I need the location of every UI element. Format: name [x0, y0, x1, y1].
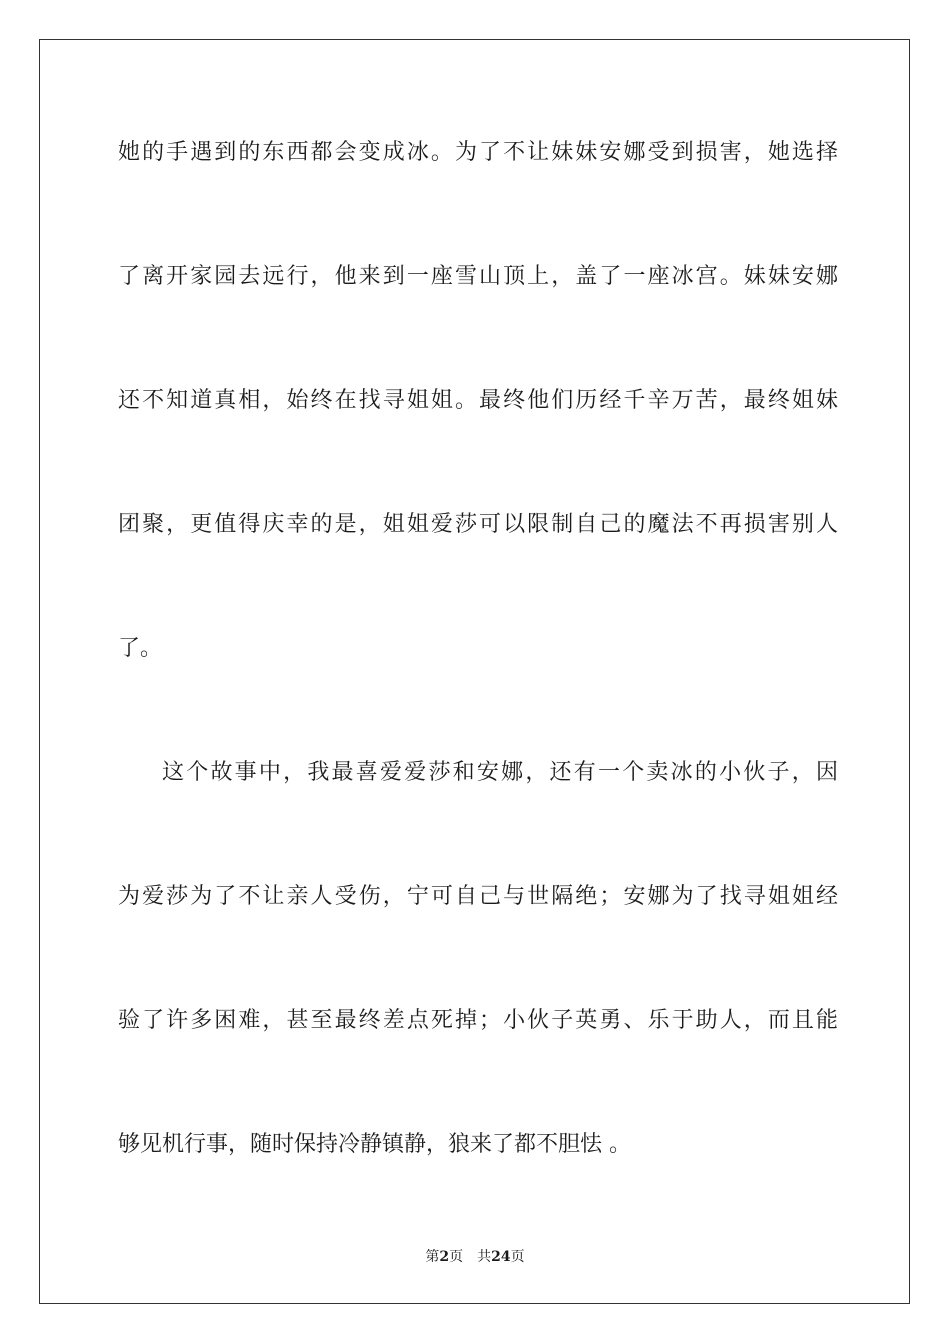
page-border [39, 39, 910, 1304]
paragraph-2-line-3: 验了许多困难，甚至最终差点死掉；小伙子英勇、乐于助人，而且能 [118, 1008, 838, 1033]
page-footer [0, 1246, 950, 1266]
total-prefix: 共 [477, 1249, 492, 1265]
paragraph-1-line-4: 团聚，更值得庆幸的是，姐姐爱莎可以限制自己的魔法不再损害别人 [118, 512, 838, 537]
paragraph-1-line-2: 了离开家园去远行，他来到一座雪山顶上，盖了一座冰宫。妹妹安娜 [118, 264, 838, 289]
paragraph-2-line-1: 这个故事中，我最喜爱爱莎和安娜，还有一个卖冰的小伙子，因 [162, 760, 838, 785]
page-unit: 页 [449, 1249, 464, 1265]
current-page-number: 2 [439, 1249, 450, 1265]
paragraph-1-line-3: 还不知道真相，始终在找寻姐姐。最终他们历经千辛万苦，最终姐妹 [118, 388, 838, 413]
paragraph-2-line-2: 为爱莎为了不让亲人受伤，宁可自己与世隔绝；安娜为了找寻姐姐经 [118, 884, 838, 909]
paragraph-1-line-1: 她的手遇到的东西都会变成冰。为了不让妹妹安娜受到损害，她选择 [118, 140, 838, 165]
paragraph-2-line-4: 够见机行事，随时保持冷静镇静，狼来了都不胆怯 。 [118, 1132, 631, 1157]
total-page-count: 24 [491, 1249, 511, 1265]
paragraph-1-line-5: 了。 [118, 636, 163, 661]
page-prefix: 第 [425, 1249, 440, 1265]
total-unit: 页 [510, 1249, 525, 1265]
